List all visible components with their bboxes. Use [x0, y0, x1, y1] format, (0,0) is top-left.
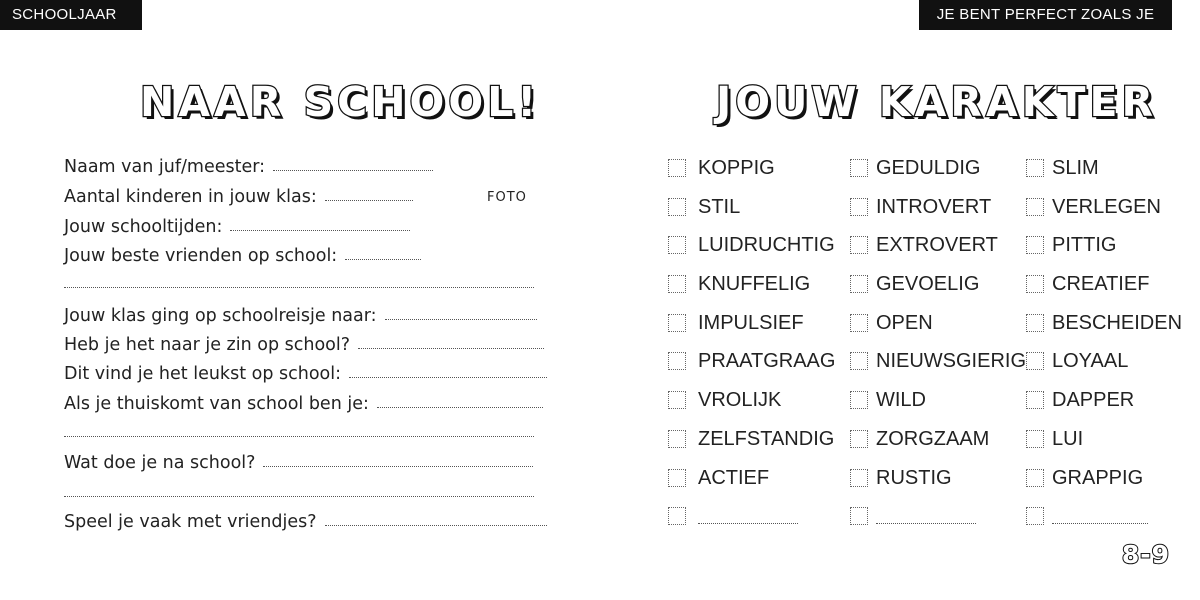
question-class-size — [64, 180, 413, 208]
checkbox[interactable] — [1026, 391, 1044, 409]
trait-label: BESCHEIDEN — [1052, 311, 1183, 334]
question-label: Dit vind je het leukst op school: — [64, 364, 341, 384]
trait-label: ACTIEF — [698, 466, 770, 489]
trait-label: SLIM — [1052, 156, 1099, 179]
answer-line[interactable] — [230, 230, 410, 231]
page-number: 8-9 — [1121, 540, 1170, 569]
trait-label: ZELFSTANDIG — [698, 427, 835, 450]
answer-line-extra[interactable] — [64, 287, 534, 288]
checkbox[interactable] — [668, 507, 686, 525]
trait-label: STIL — [698, 195, 741, 218]
answer-line[interactable] — [263, 466, 533, 467]
trait-checkbox-item[interactable] — [668, 426, 834, 452]
trait-checkbox-item[interactable] — [850, 194, 991, 220]
trait-label: PITTIG — [1052, 233, 1117, 256]
trait-checkbox-item[interactable] — [1026, 348, 1128, 374]
question-play-friends — [64, 505, 547, 533]
question-label: Speel je vaak met vriendjes? — [64, 512, 317, 532]
checkbox[interactable] — [850, 198, 868, 216]
trait-checkbox-item[interactable] — [850, 348, 1026, 374]
checkbox[interactable] — [668, 430, 686, 448]
answer-line-extra[interactable] — [64, 496, 534, 497]
answer-line[interactable] — [345, 259, 421, 260]
trait-label: LUI — [1052, 427, 1084, 450]
photo-placeholder: FOTO — [487, 190, 527, 205]
trait-checkbox-item[interactable] — [668, 310, 804, 336]
trait-label: IMPULSIEF — [698, 311, 804, 334]
question-best-friends — [64, 239, 421, 267]
question-label: Heb je het naar je zin op school? — [64, 335, 351, 355]
trait-blank-item[interactable] — [850, 503, 976, 529]
question-label: Jouw schooltijden: — [64, 217, 223, 237]
answer-line[interactable] — [358, 348, 544, 349]
trait-blank-item[interactable] — [668, 503, 798, 529]
trait-checkbox-item[interactable] — [1026, 271, 1149, 297]
trait-label: LOYAAL — [1052, 349, 1129, 372]
answer-line[interactable] — [385, 319, 537, 320]
trait-checkbox-item[interactable] — [668, 387, 781, 413]
trait-checkbox-item[interactable] — [1026, 194, 1161, 220]
checkbox[interactable] — [668, 236, 686, 254]
answer-line[interactable] — [325, 200, 413, 201]
question-teacher-name — [64, 150, 433, 178]
trait-label: LUIDRUCHTIG — [698, 233, 835, 256]
checkbox[interactable] — [1026, 507, 1044, 525]
checkbox[interactable] — [668, 469, 686, 487]
checkbox[interactable] — [850, 391, 868, 409]
checkbox[interactable] — [850, 314, 868, 332]
book-title-tab: JE BENT PERFECT ZOALS JE BENT — [919, 0, 1172, 30]
answer-line-extra[interactable] — [64, 436, 534, 437]
trait-label: GEDULDIG — [876, 156, 981, 179]
trait-label: CREATIEF — [1052, 272, 1150, 295]
question-label: Wat doe je na school? — [64, 453, 256, 473]
answer-line[interactable] — [876, 523, 976, 524]
checkbox[interactable] — [668, 159, 686, 177]
trait-checkbox-item[interactable] — [850, 155, 980, 181]
school-page-title: NAAR SCHOOL! — [140, 78, 541, 126]
trait-label: ZORGZAAM — [876, 427, 990, 450]
trait-checkbox-item[interactable] — [850, 387, 926, 413]
question-favorite-thing — [64, 357, 547, 385]
trait-checkbox-item[interactable] — [668, 465, 769, 491]
trait-checkbox-item[interactable] — [850, 232, 998, 258]
trait-label: VROLIJK — [698, 388, 782, 411]
trait-label: PRAATGRAAG — [698, 349, 836, 372]
checkbox[interactable] — [1026, 314, 1044, 332]
question-label: Jouw beste vrienden op school: — [64, 246, 338, 266]
trait-checkbox-item[interactable] — [1026, 426, 1083, 452]
checkbox[interactable] — [1026, 198, 1044, 216]
checkbox[interactable] — [850, 159, 868, 177]
checkbox[interactable] — [1026, 236, 1044, 254]
question-label: Aantal kinderen in jouw klas: — [64, 187, 317, 207]
trait-label: INTROVERT — [876, 195, 992, 218]
answer-line[interactable] — [325, 525, 547, 526]
trait-checkbox-item[interactable] — [1026, 232, 1116, 258]
question-after-school — [64, 446, 533, 474]
trait-checkbox-item[interactable] — [850, 465, 952, 491]
trait-checkbox-item[interactable] — [1026, 465, 1143, 491]
trait-checkbox-item[interactable] — [1026, 387, 1134, 413]
section-tab: SCHOOLJAAR — [0, 0, 142, 30]
trait-checkbox-item[interactable] — [850, 310, 933, 336]
trait-label: KNUFFELIG — [698, 272, 811, 295]
trait-label: GEVOELIG — [876, 272, 980, 295]
character-page-title: JOUW KARAKTER — [716, 78, 1158, 126]
answer-line[interactable] — [1052, 523, 1148, 524]
checkbox[interactable] — [1026, 430, 1044, 448]
trait-label: VERLEGEN — [1052, 195, 1161, 218]
checkbox[interactable] — [668, 352, 686, 370]
trait-label: DAPPER — [1052, 388, 1135, 411]
checkbox[interactable] — [1026, 352, 1044, 370]
trait-checkbox-item[interactable] — [668, 348, 835, 374]
checkbox[interactable] — [850, 236, 868, 254]
trait-label: EXTROVERT — [876, 233, 998, 256]
trait-checkbox-item[interactable] — [850, 426, 989, 452]
question-school-times — [64, 210, 410, 238]
answer-line[interactable] — [698, 523, 798, 524]
trait-checkbox-item[interactable] — [668, 194, 740, 220]
checkbox[interactable] — [850, 469, 868, 487]
answer-line[interactable] — [273, 170, 433, 171]
trait-label: GRAPPIG — [1052, 466, 1144, 489]
trait-blank-item[interactable] — [1026, 503, 1148, 529]
trait-label: NIEUWSGIERIG — [876, 349, 1027, 372]
trait-checkbox-item[interactable] — [850, 271, 979, 297]
checkbox[interactable] — [668, 275, 686, 293]
checkbox[interactable] — [850, 275, 868, 293]
checkbox[interactable] — [850, 352, 868, 370]
trait-label: RUSTIG — [876, 466, 952, 489]
trait-label: KOPPIG — [698, 156, 775, 179]
trait-checkbox-item[interactable] — [1026, 155, 1099, 181]
trait-checkbox-item[interactable] — [668, 271, 810, 297]
question-label: Jouw klas ging op schoolreisje naar: — [64, 306, 377, 326]
checkbox[interactable] — [850, 507, 868, 525]
trait-checkbox-item[interactable] — [668, 232, 835, 258]
checkbox[interactable] — [850, 430, 868, 448]
checkbox[interactable] — [1026, 159, 1044, 177]
question-after-school-mood — [64, 387, 543, 415]
trait-label: WILD — [876, 388, 926, 411]
checkbox[interactable] — [668, 391, 686, 409]
checkbox[interactable] — [1026, 469, 1044, 487]
question-label: Als je thuiskomt van school ben je: — [64, 394, 369, 414]
question-school-trip — [64, 299, 537, 327]
checkbox[interactable] — [668, 198, 686, 216]
trait-checkbox-item[interactable] — [1026, 310, 1182, 336]
question-enjoy-school — [64, 328, 544, 356]
answer-line[interactable] — [377, 407, 543, 408]
checkbox[interactable] — [668, 314, 686, 332]
question-label: Naam van juf/meester: — [64, 157, 266, 177]
trait-label: OPEN — [876, 311, 933, 334]
checkbox[interactable] — [1026, 275, 1044, 293]
trait-checkbox-item[interactable] — [668, 155, 775, 181]
answer-line[interactable] — [349, 377, 547, 378]
